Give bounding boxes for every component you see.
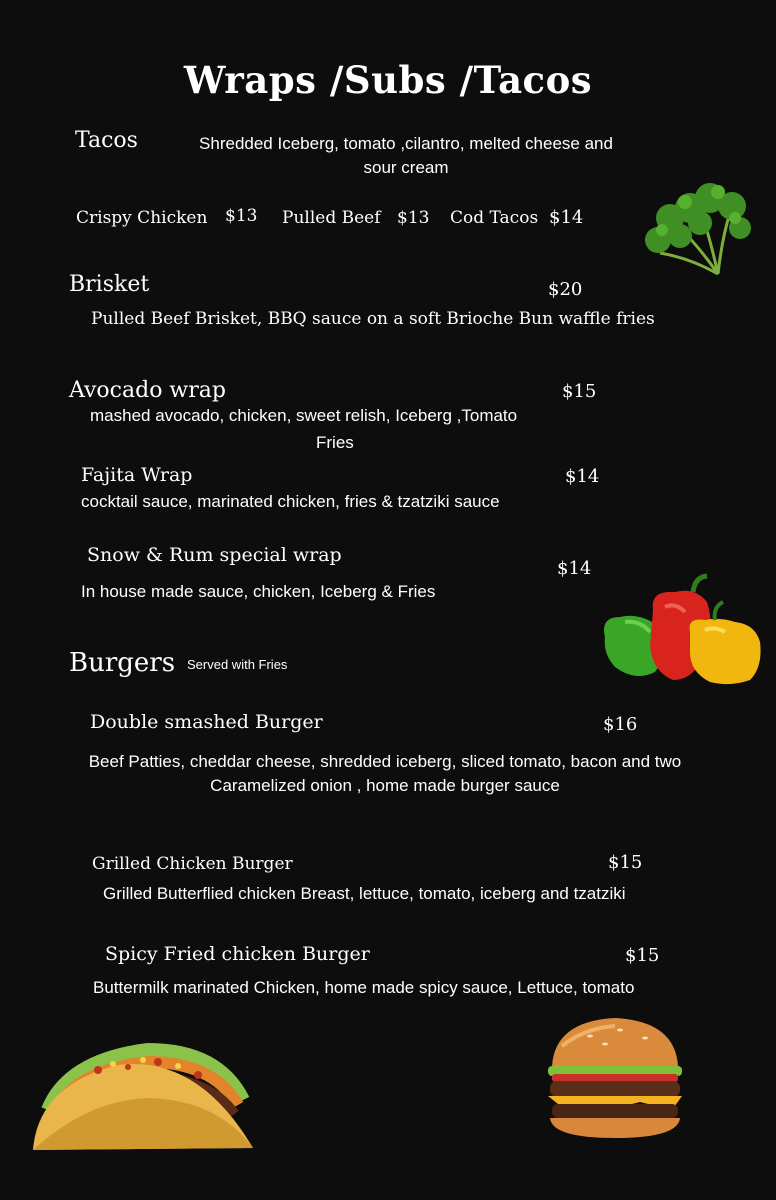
burger-item-description-line1: Beef Patties, cheddar cheese, shredded iceberg, sliced tomato, bacon and two [88, 752, 682, 771]
burger-item-description-line1: Buttermilk marinated Chicken, home made spicy sauce, Lettuce, tomato [93, 978, 635, 997]
burger-icon [540, 1016, 690, 1140]
bell-peppers-icon [595, 572, 765, 687]
page-title: Wraps /Subs /Tacos [183, 58, 593, 102]
taco-option-price: $13 [225, 206, 258, 226]
brisket-price: $20 [548, 279, 583, 300]
burger-item-price: $15 [625, 945, 660, 966]
fajita-wrap-description: cocktail sauce, marinated chicken, fries & tzatziki sauce [81, 492, 500, 511]
tacos-description-line2: sour cream [363, 158, 449, 177]
fajita-wrap-name: Fajita Wrap [81, 464, 193, 486]
burgers-heading: Burgers [69, 648, 176, 678]
brisket-name: Brisket [69, 272, 150, 297]
burger-item-description-line1: Grilled Butterflied chicken Breast, lettuce, tomato, iceberg and tzatziki [103, 884, 626, 903]
avocado-wrap-price: $15 [562, 381, 597, 402]
tacos-description-line1: Shredded Iceberg, tomato ,cilantro, melted cheese and [199, 134, 613, 153]
fajita-wrap-price: $14 [565, 466, 600, 487]
taco-option-name: Cod Tacos [450, 208, 539, 228]
tacos-heading: Tacos [75, 128, 138, 153]
taco-option-price: $13 [397, 208, 430, 228]
snow-rum-wrap-description: In house made sauce, chicken, Iceberg & Fries [81, 582, 436, 601]
burger-item-name: Double smashed Burger [90, 711, 323, 733]
burger-item-description-line2: Caramelized onion , home made burger sauce [210, 776, 560, 795]
snow-rum-wrap-price: $14 [557, 558, 592, 579]
taco-option-name: Pulled Beef [282, 208, 381, 228]
burger-item-price: $15 [608, 852, 643, 873]
avocado-wrap-name: Avocado wrap [69, 378, 226, 403]
taco-option-name: Crispy Chicken [76, 208, 208, 228]
burger-item-name: Spicy Fried chicken Burger [105, 943, 370, 965]
avocado-wrap-description-line1: mashed avocado, chicken, sweet relish, Iceberg ,Tomato [90, 406, 518, 425]
burger-item-name: Grilled Chicken Burger [92, 854, 293, 874]
snow-rum-wrap-name: Snow & Rum special wrap [87, 544, 342, 566]
cilantro-icon [640, 178, 755, 280]
taco-icon [28, 1040, 260, 1160]
brisket-description: Pulled Beef Brisket, BBQ sauce on a soft Brioche Bun waffle fries [91, 309, 655, 329]
avocado-wrap-description-line2: Fries [316, 433, 354, 452]
taco-option-price: $14 [549, 207, 584, 228]
burgers-note: Served with Fries [187, 657, 288, 672]
burger-item-price: $16 [603, 714, 638, 735]
